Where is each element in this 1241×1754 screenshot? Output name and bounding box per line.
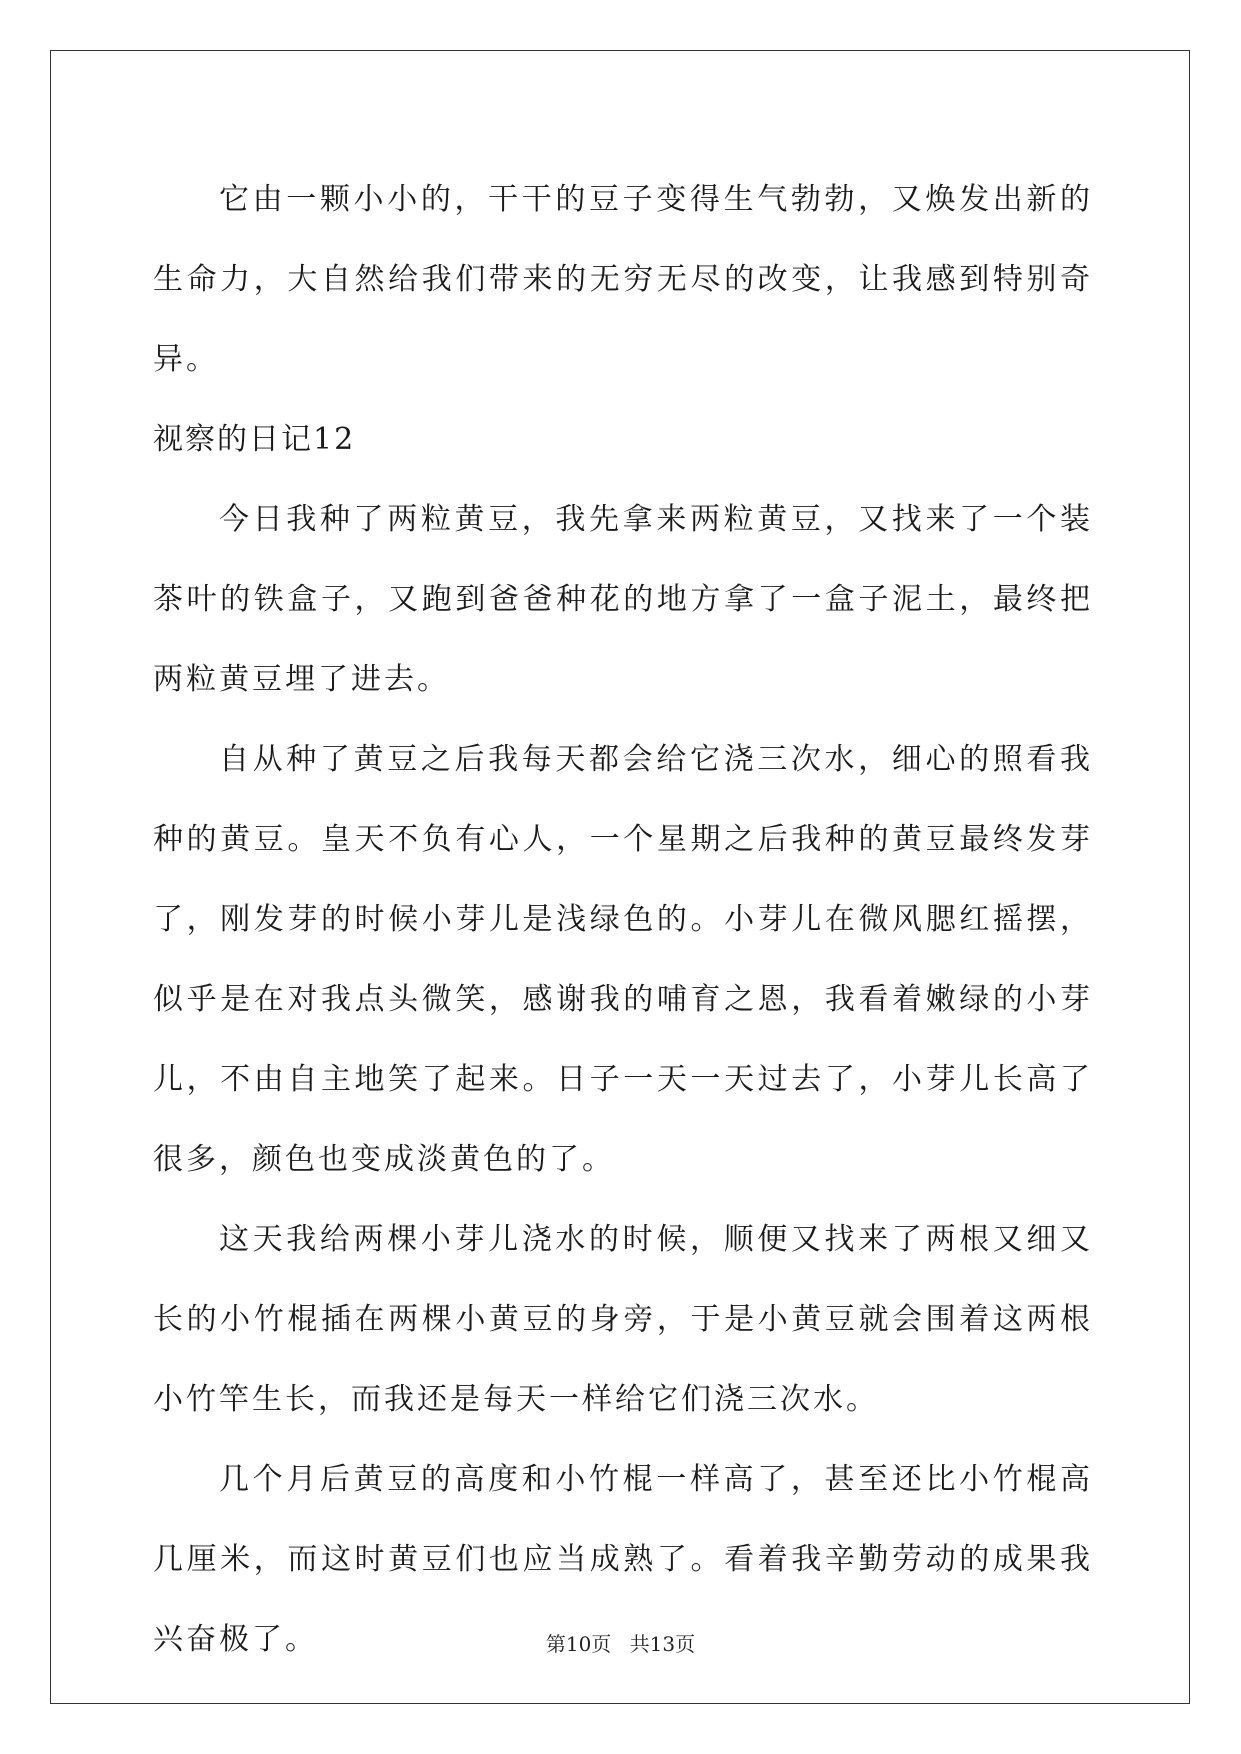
page-number-current: 第10页 (545, 1632, 612, 1656)
paragraph-intro: 它由一颗小小的，干干的豆子变得生气勃勃，又焕发出新的生命力，大自然给我们带来的无穷无尽的改变，让我感到特别奇异。 (153, 182, 1093, 377)
paragraph-3: 这天我给两棵小芽儿浇水的时候，顺便又找来了两根又细又长的小竹棍插在两棵小黄豆的身旁，于是小黄豆就会围着这两根小竹竿生长，而我还是每天一样给它们浇三次水。 (153, 1222, 1093, 1417)
document-body (153, 160, 1093, 1680)
section-title: 视察的日记12 (153, 422, 356, 457)
page-number-total: 共13页 (629, 1632, 696, 1656)
page-footer (0, 1628, 1241, 1657)
paragraph-2: 自从种了黄豆之后我每天都会给它浇三次水，细心的照看我种的黄豆。皇天不负有心人，一个星期之后我种的黄豆最终发芽了，刚发芽的时候小芽儿是浅绿色的。小芽儿在微风腮红摇摆，似乎是在对我点头微笑，感谢我的哺育之恩，我看着嫩绿的小芽儿，不由自主地笑了起来。日子一天一天过去了，小芽儿长高了很多，颜色也变成淡黄色的了。 (153, 742, 1093, 1177)
paragraph-4: 几个月后黄豆的高度和小竹棍一样高了，甚至还比小竹棍高几厘米，而这时黄豆们也应当成熟了。看着我辛勤劳动的成果我兴奋极了。 (153, 1462, 1093, 1657)
paragraph-1: 今日我种了两粒黄豆，我先拿来两粒黄豆，又找来了一个装茶叶的铁盒子，又跑到爸爸种花的地方拿了一盒子泥土，最终把两粒黄豆埋了进去。 (153, 502, 1093, 697)
